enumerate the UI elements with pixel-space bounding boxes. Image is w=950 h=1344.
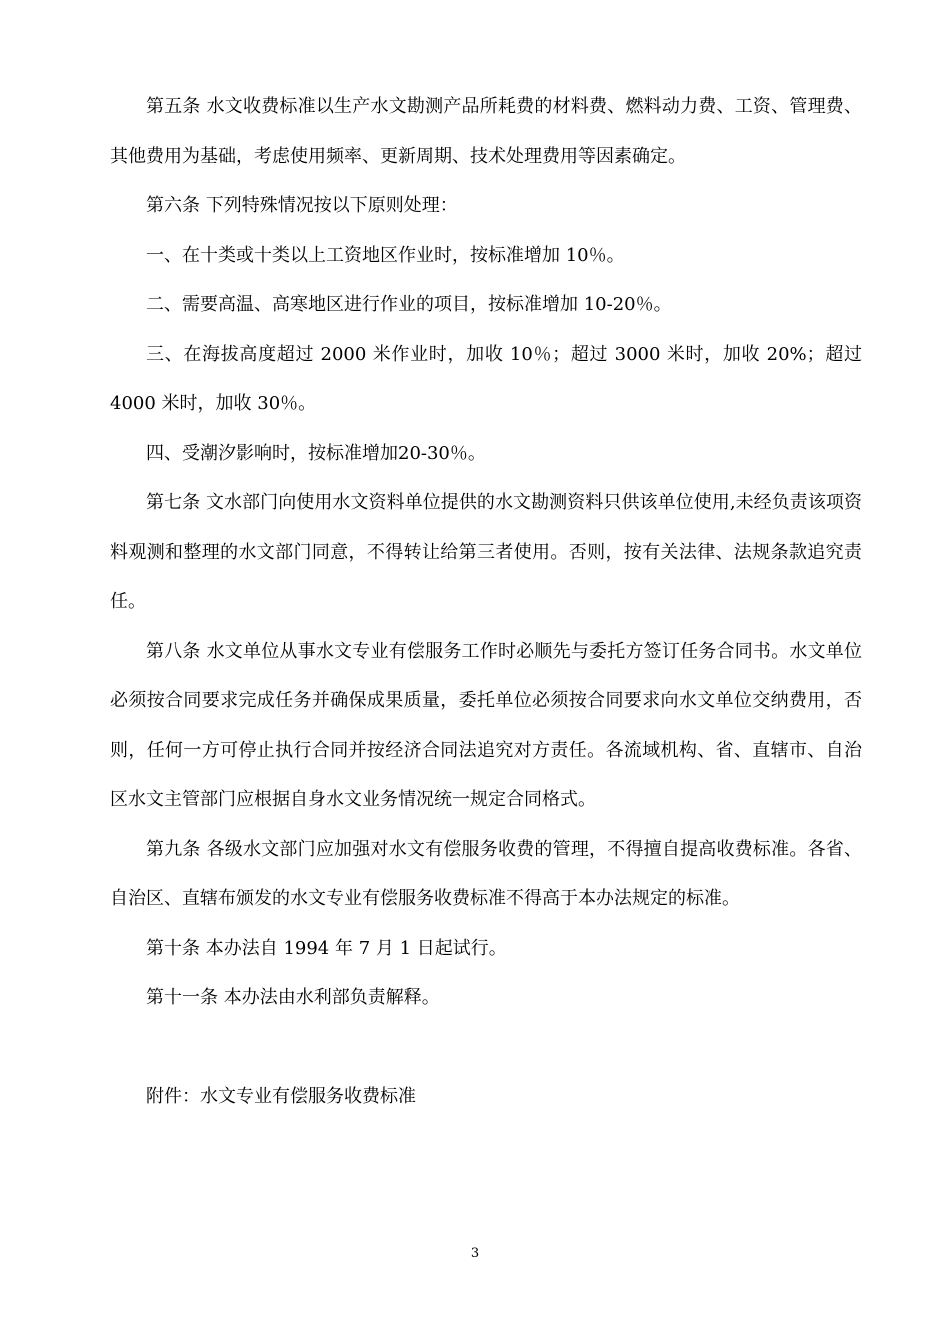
article-11: 第十一条 本办法由水利部负责解释。 bbox=[146, 987, 440, 1008]
article-9: 第九条 各级水文部门应加强对水文有偿服务收费的管理，不得擅自提高收费标准。各省、自治区、直辖布颁发的水文专业有偿服务收费标准不得高于本办法规定的标准。 bbox=[110, 838, 862, 909]
article-6-item-2: 二、需要高温、高寒地区进行作业的项目，按标准增加 10-20％。 bbox=[146, 294, 672, 315]
article-6-item-1: 一、在十类或十类以上工资地区作业时，按标准增加 10％。 bbox=[146, 244, 625, 266]
article-6-item-3: 三、在海拔高度超过 2000 米作业时，加收 10％；超过 3000 米时，加收 20%；超过 4000 米时，加收 30％。 bbox=[110, 343, 862, 414]
document-body bbox=[110, 82, 862, 1122]
attachment-note: 附件：水文专业有偿服务收费标准 bbox=[146, 1086, 416, 1107]
article-6-item-4: 四、受潮汐影响时，按标准增加20-30％。 bbox=[146, 442, 486, 464]
page-number: 3 bbox=[470, 1246, 480, 1261]
article-7: 第七条 文水部门向使用水文资料单位提供的水文勘测资料只供该单位使用,未经负责该项资料观测和整理的水文部门同意，不得转让给第三者使用。否则，按有关法律、法规条款追究责任。 bbox=[110, 492, 862, 612]
article-6: 第六条 下列特殊情况按以下原则处理： bbox=[146, 195, 458, 216]
article-10: 第十条 本办法自 1994 年 7 月 1 日起试行。 bbox=[146, 937, 507, 959]
blank-line bbox=[110, 1023, 862, 1073]
article-5: 第五条 水文收费标准以生产水文勘测产品所耗费的材料费、燃料动力费、工资、管理费、其他费用为基础，考虑使用频率、更新周期、技术处理费用等因素确定。 bbox=[110, 96, 862, 167]
article-8: 第八条 水文单位从事水文专业有偿服务工作时必顺先与委托方签订任务合同书。水文单位必须按合同要求完成任务并确保成果质量，委托单位必须按合同要求向水文单位交纳费用，否则，任何一方可停止执行合同并按经济合同法追究对方责任。各流域机构、省、直辖市、自治区水文主管部门应根据自身水文业务情况统一规定合同格式。 bbox=[110, 640, 862, 810]
